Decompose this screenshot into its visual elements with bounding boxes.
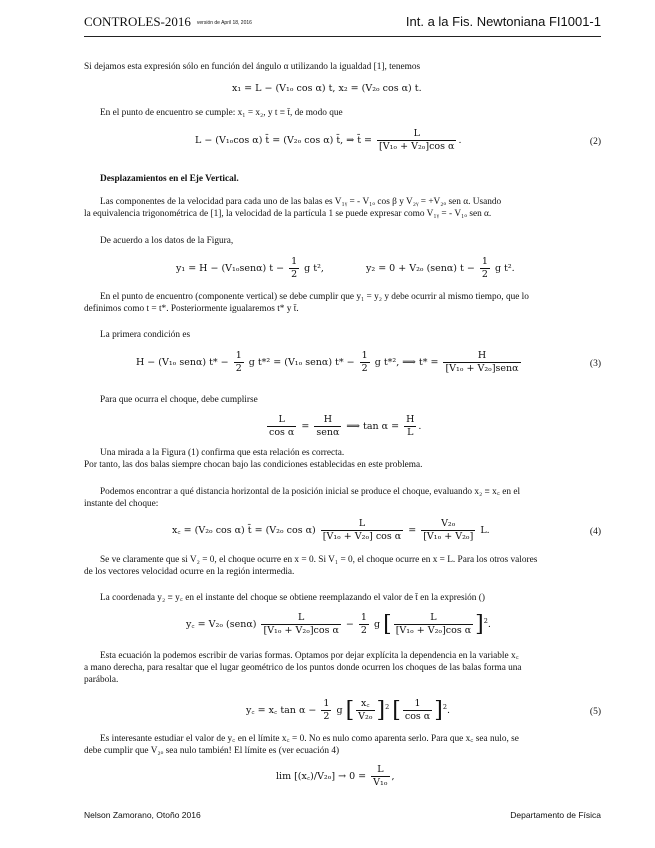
paragraph: instante del choque: <box>84 499 159 509</box>
footer-department: Departamento de Física <box>510 810 601 820</box>
paragraph: a mano derecha, para resaltar que el lugar geométrico de los puntos donde ocurren los choques de las balas forma una <box>84 663 522 673</box>
paragraph: debe cumplir que V₂ₒ sea nulo también! El límite es (ver ecuación 4) <box>84 746 340 756</box>
version-note: versión de April 18, 2016 <box>196 20 252 26</box>
equation-x: x₁ = L − (V₁ₒ cos α) t, x₂ = (V₂ₒ cos α) t. <box>232 83 422 94</box>
paragraph: La coordenada y₂ ≡ y꜀ en el instante del choque se obtiene reemplazando el valor de t̄ en la expresión () <box>100 593 485 603</box>
equation-3: H − (V₁ₒ senα) t* − $\frac{1}{2}$ g t*² = (V₁ₒ senα) t* − $\frac{1}{2}$ g t*², ⟹ t* = $\frac{H}{\text{[V₁ₒ + V₂ₒ]senα}}$ <box>136 350 519 374</box>
footer-author: Nelson Zamorano, Otoño 2016 <box>84 810 201 820</box>
paragraph: Por tanto, las dos balas siempre chocan bajo las condiciones establecidas en este problema. <box>84 460 423 470</box>
paragraph: Podemos encontrar a qué distancia horizontal de la posición inicial se produce el choque, evaluando x₂ ≡ x꜀ en el <box>100 487 521 497</box>
paragraph: Esta ecuación la podemos escribir de varias formas. Optamos por dejar explícita la dependencia en la variable x꜀ <box>100 651 519 661</box>
equation-number: (3) <box>589 359 601 369</box>
equation-collision: $\frac{L}{\text{cos α}}$ = $\frac{H}{\text{senα}}$ ⟹ tan α = $\frac{H}{L}$ . <box>269 414 422 438</box>
paragraph: Si dejamos esta expresión sólo en función del ángulo α utilizando la igualdad [1], tenemos <box>84 62 421 72</box>
paragraph: Para que ocurra el choque, debe cumplirse <box>100 395 258 405</box>
paragraph: De acuerdo a los datos de la Figura, <box>100 236 234 246</box>
course-title: CONTROLES-2016 versión de April 18, 2016 <box>84 14 252 29</box>
paragraph: la equivalencia trigonométrica de [1], la velocidad de la partícula 1 se puede expresar como V₁ᵧ = - V₁ₒ sen α. <box>84 209 492 219</box>
paragraph: Se ve claramente que si V₂ = 0, el choque ocurre en x = 0. Si V₁ = 0, el choque ocurre en x = L. Para los otros valores <box>100 555 538 565</box>
paragraph: En el punto de encuentro (componente vertical) se debe cumplir que y₁ = y₂ y debe ocurrir al mismo tiempo, que lo <box>100 292 529 302</box>
paragraph: definimos como t = t*. Posteriormente igualaremos t* y t̄. <box>84 304 299 314</box>
page-header <box>84 14 601 37</box>
section-heading: Desplazamientos en el Eje Vertical. <box>100 174 239 184</box>
equation-5: y꜀ = x꜀ tan α − $\frac{1}{2}$ g [ $\frac{x꜀}{\text{V₂ₒ}}$ ]$^2$ [ $\frac{1}{\text{cos α}}$ ]$^2$. <box>246 698 450 723</box>
paragraph: Las componentes de la velocidad para cada uno de las balas es V₁ᵧ = - V₁ₒ cos β y V₂ᵧ = +V₂ₒ sen α. Usando <box>100 197 502 207</box>
equation-4: x꜀ = (V₂ₒ cos α) t̄ = (V₂ₒ cos α) $\frac{L}{\text{[V₁ₒ + V₂ₒ] cos α}}$ = $\frac{\text{V₂ₒ}}{\text{[V₁ₒ + V₂ₒ]}}$ L. <box>172 518 490 542</box>
equation-2: L − (V₁ₒcos α) t̄ = (V₂ₒ cos α) t̄, ⇒ t̄ = $\frac{L}{\text{[V₁ₒ + V₂ₒ]cos α}}$ . <box>195 128 462 152</box>
paragraph: Es interesante estudiar el valor de y꜀ en el límite x꜀ = 0. No es nulo como aparenta serlo. Para que x꜀ sea nulo, se <box>100 734 519 744</box>
paragraph: En el punto de encuentro se cumple: x₁ = x₂, y t ≡ t̄, de modo que <box>100 108 343 118</box>
equation-y1: y₁ = H − (V₁ₒsenα) t − $\frac{1}{2}$ g t², <box>176 256 324 280</box>
course-name: Int. a la Fis. Newtoniana FI1001-1 <box>405 14 601 29</box>
equation-number: (5) <box>589 707 601 717</box>
equation-yc: y꜀ = V₂ₒ (senα) $\frac{L}{\text{[V₁ₒ + V₂ₒ]cos α}}$ − $\frac{1}{2}$ g [ $\frac{L}{\text{[V₁ₒ + V₂ₒ]cos α}}$ ]$^2$. <box>186 612 491 637</box>
equation-y2: y₂ = 0 + V₂ₒ (senα) t − $\frac{1}{2}$ g t². <box>366 256 515 280</box>
paragraph: parábola. <box>84 675 119 685</box>
paragraph: de los vectores velocidad ocurre en la región intermedia. <box>84 567 295 577</box>
equation-number: (4) <box>589 527 601 537</box>
paragraph: La primera condición es <box>100 330 191 340</box>
equation-limit: lim [(x꜀)/V₂ₒ] → 0 = $\frac{L}{\text{V₁ₒ}}$ , <box>276 764 395 788</box>
equation-number: (2) <box>589 137 601 147</box>
paragraph: Una mirada a la Figura (1) confirma que esta relación es correcta. <box>100 448 345 458</box>
